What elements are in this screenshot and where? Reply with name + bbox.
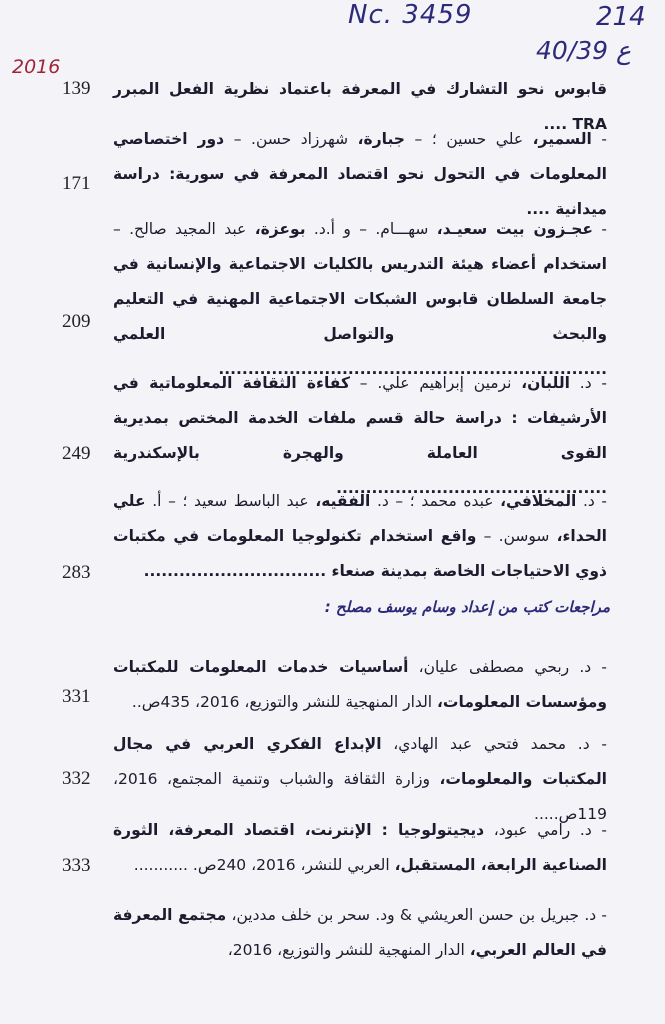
entry-text (113, 650, 607, 720)
entry-author-run: عبد المجيد صالح. – (113, 220, 255, 238)
entry-text (113, 898, 607, 968)
entry-title-run: دور اختصاصي المعلومات في التحول نحو اقتصاد المعرفة في سورية: دراسة ميدانية .... (113, 130, 607, 218)
entry-title-run: الفقيه، (315, 492, 371, 510)
entry-author-run: - (591, 130, 607, 148)
entry-title-run: عجـزون بيت سعيـد، (436, 220, 594, 238)
handwritten-reference-number: Nc. 3459 (348, 0, 473, 30)
entry-title-run: علي الحداء، (113, 492, 607, 545)
entry-author-run: علي حسين ؛ – (404, 130, 533, 148)
entry-text (113, 212, 607, 387)
entry-title-run: السمير، (532, 130, 592, 148)
page-number: 331 (62, 686, 91, 707)
entry-author-run: العربي للنشر، 2016، 240ص. ........... (133, 856, 395, 874)
handwritten-year: 2016 (12, 56, 61, 78)
page-number: 283 (62, 562, 91, 583)
entry-author-run: سوسن. – (476, 527, 557, 545)
entry-text (113, 484, 607, 589)
page-number: 139 (62, 78, 91, 99)
entry-author-run: سهـــام. – و أ.د. (305, 220, 437, 238)
entry-author-run: عبده محمد ؛ – د. (370, 492, 501, 510)
handwritten-page-range: 40/39 ع (536, 36, 631, 65)
entry-text (113, 813, 607, 883)
entry-title-run: استخدام أعضاء هيئة التدريس بالكليات الاجتماعية والإنسانية في جامعة السلطان قابوس الشبكات الاجتماعية المهنية في التعليم والبحث والتواصل العلمي .................................................................. (113, 255, 607, 378)
entry-title-run: المخلافي، (500, 492, 577, 510)
page-number: 333 (62, 855, 91, 876)
section-heading: مراجعات كتب من إعداد وسام يوسف مصلح : (324, 598, 610, 616)
entry-author-run: - د. (576, 492, 608, 510)
entry-author-run: شهرزاد حسن. – (224, 130, 358, 148)
entry-title-run: اللبان، (521, 374, 570, 392)
handwritten-corner-number: 214 (596, 2, 646, 32)
page-number: 332 (62, 768, 91, 789)
entry-title-run: قابوس نحو التشارك في المعرفة باعتماد نظرية الفعل المبرر TRA .... (113, 80, 607, 133)
entry-author-run: - (593, 220, 607, 238)
entry-author-run: - د. جبريل بن حسن العريشي & ود. سحر بن خلف مددين، (226, 906, 608, 924)
entry-title-run: بوعزة، (254, 220, 306, 238)
entry-author-run: - د. (569, 374, 607, 392)
entry-title-run: واقع استخدام تكنولوجيا المعلومات في مكتبات ذوي الاحتياجات الخاصة بمدينة صنعاء ............................... (113, 527, 607, 580)
entry-author-run: - د. محمد فتحي عبد الهادي، (381, 735, 607, 753)
entry-title-run: الإبداع الفكري العربي في مجال المكتبات والمعلومات، (113, 735, 607, 788)
page-number: 171 (62, 173, 91, 194)
entry-author-run: عبد الباسط سعيد ؛ – أ. (145, 492, 316, 510)
page-number: 249 (62, 443, 91, 464)
entry-title-run: مجتمع المعرفة في العالم العربي، (113, 906, 607, 959)
entry-title-run: أساسيات خدمات المعلومات للمكتبات ومؤسسات المعلومات، (113, 658, 607, 711)
entry-title-run: كفاءة الثقافة المعلوماتية في الأرشيفات : دراسة حالة قسم ملفات الخدمة المختص بمديرية القوى العاملة والهجرة بالإسكندرية .............................................. (113, 374, 607, 497)
entry-author-run: الدار المنهجية للنشر والتوزيع، 2016، 435ص.. (131, 693, 438, 711)
entry-author-run: - د. رامي عبود، (484, 821, 607, 839)
page-number: 209 (62, 311, 91, 332)
entry-author-run: - د. ربحي مصطفى عليان، (408, 658, 608, 676)
entry-title-run: جبارة، (357, 130, 405, 148)
entry-title-run: ديجيتولوجيا : الإنترنت، اقتصاد المعرفة، الثورة الصناعية الرابعة، المستقبل، (113, 821, 607, 874)
entry-author-run: الدار المنهجية للنشر والتوزيع، 2016، (227, 941, 470, 959)
entry-author-run: نرمين إبراهيم علي. – (349, 374, 522, 392)
entry-author-run: وزارة الثقافة والشباب وتنمية المجتمع، 2016، 119ص..... (113, 770, 607, 823)
